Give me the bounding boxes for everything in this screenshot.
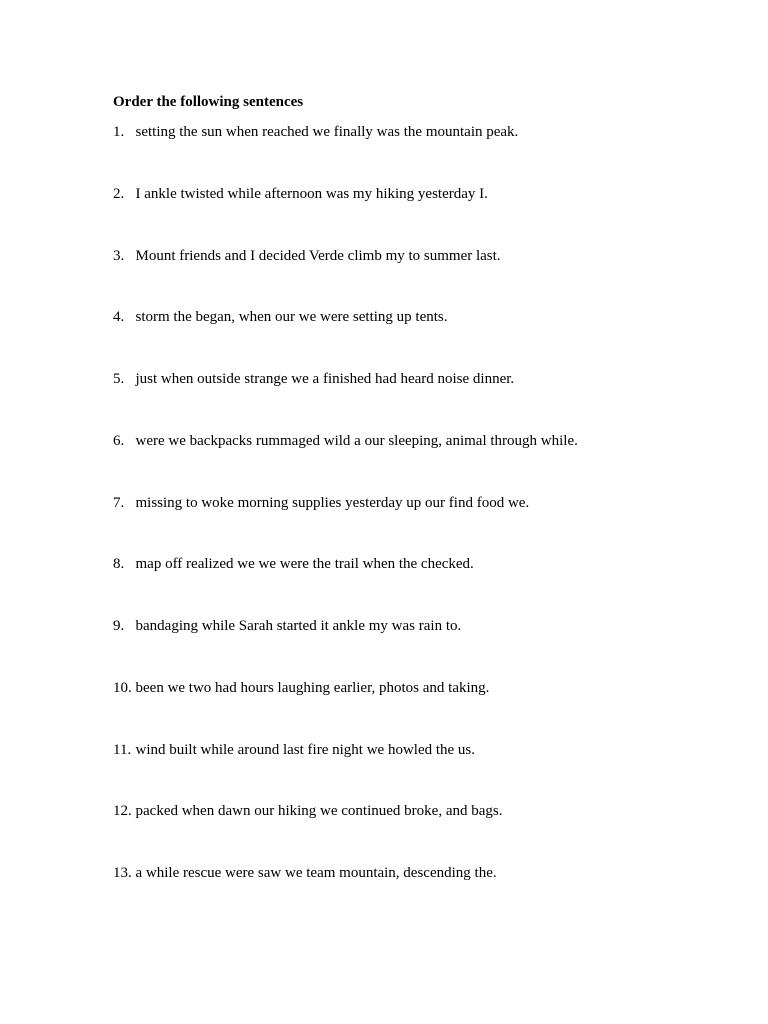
item-number: 7. [113,494,125,511]
item-number: 11. [113,741,132,758]
item-number: 10. [113,679,132,696]
item-text: been we two had hours laughing earlier, photos and taking. [135,679,490,696]
item-number: 5. [113,371,125,387]
item-text: setting the sun when reached we finally was the mountain peak. [135,124,519,140]
item-text: Mount friends and I decided Verde climb my to summer last. [135,247,501,264]
item-text: I ankle twisted while afternoon was my hiking yesterday I. [135,185,488,202]
item-text: bandaging while Sarah started it ankle my was rain to. [135,618,462,634]
item-text: map off realized we we were the trail when the checked. [135,556,474,573]
item-number: 6. [113,432,125,449]
item-text: just when outside strange we a finished had heard noise dinner. [135,371,515,387]
item-number: 8. [113,556,125,573]
item-text: wind built while around last fire night we howled the us. [135,741,476,758]
item-number: 13. [113,865,132,881]
item-text: a while rescue were saw we team mountain, descending the. [135,865,497,881]
item-text: missing to woke morning supplies yesterday up our find food we. [135,494,530,511]
item-number: 2. [113,185,125,202]
item-number: 1. [113,124,125,140]
item-number: 3. [113,247,125,264]
item-text: packed when dawn our hiking we continued broke, and bags. [135,803,503,820]
item-number: 9. [113,618,125,634]
item-text: were we backpacks rummaged wild a our sleeping, animal through while. [135,432,578,449]
page-title: Order the following sentences [113,94,304,110]
item-text: storm the began, when our we were setting up tents. [135,309,448,326]
item-number: 4. [113,309,125,326]
item-number: 12. [113,803,132,820]
